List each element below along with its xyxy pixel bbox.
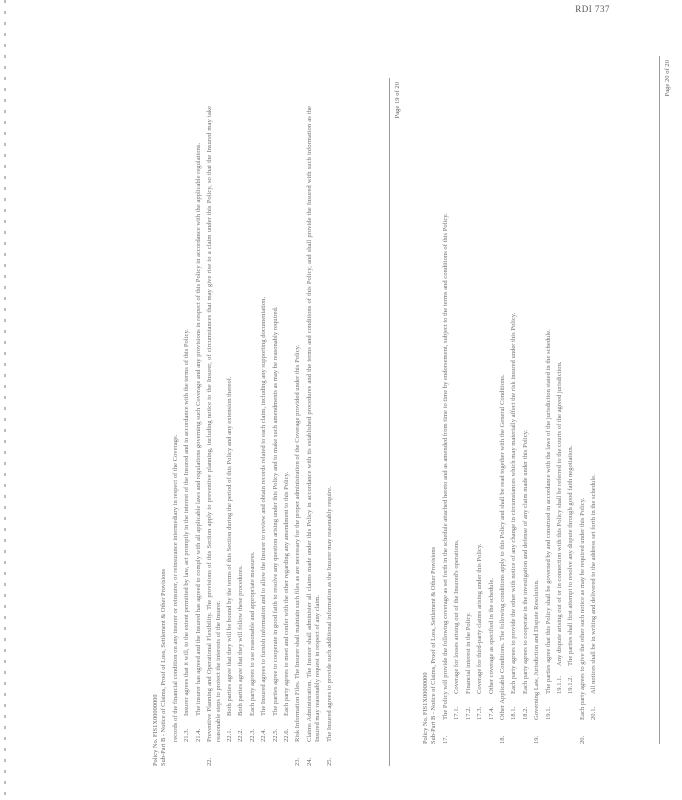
clause-text: Both parties agree that they will follow these procedures. xyxy=(237,565,245,716)
clause-row xyxy=(183,106,191,766)
right-footer-rule xyxy=(659,56,660,744)
clause-text: Governing Law, Jurisdiction and Dispute Resolution. xyxy=(533,579,541,720)
clause-number: 18.1. xyxy=(510,706,518,720)
left-page-header xyxy=(152,569,168,766)
clause-row xyxy=(237,106,245,766)
clause-row xyxy=(306,106,323,766)
clause-number: 20. xyxy=(578,735,586,744)
clause-number: 21.3. xyxy=(183,728,191,742)
clause-number: 22.3. xyxy=(248,728,256,742)
clause-text: Claims Administration. The Insurer shall administer all claims made under this Policy in accordance with its established procedures and the terms and conditions of this Policy, and shall provide the Insured with such information as the Insured may reasonably request in respect of any claim. xyxy=(305,106,322,742)
document-id: RDI 737 xyxy=(575,4,610,14)
clause-text: Financial interest in the Policy. xyxy=(464,612,472,694)
clause-row xyxy=(195,106,203,766)
clause-text: Any dispute arising out of or in connection with this Policy shall be referred to the courts of the agreed jurisdiction. xyxy=(556,361,564,666)
clause-row xyxy=(442,84,450,744)
clause-text: Each party agrees to meet and confer with the other regarding any amendment to this Policy. xyxy=(283,471,291,716)
clause-text: Each party agrees to use reasonable and appropriate measures. xyxy=(248,551,256,716)
clause-text: Risk Information Files. The Insurer shall maintain such files as are necessary for the proper administration of the Coverage provided under this Policy. xyxy=(294,344,302,742)
left-header-line-1: Policy No. FIS1X00000000 xyxy=(152,694,159,766)
clause-text: records of the financial condition on any insurer or reinsurer, or reinsurance intermediary in respect of the Coverage. xyxy=(172,434,179,742)
left-header-line-2: Sub-Part B - Notice of Claims, Proof of Loss, Settlement & Other Provisions xyxy=(160,568,167,766)
clause-number: 19.1.2. xyxy=(567,675,575,694)
clause-row xyxy=(260,106,268,766)
clause-row xyxy=(590,84,598,744)
clause-row xyxy=(172,106,180,766)
clause-row xyxy=(226,106,234,766)
scan-edge xyxy=(4,0,6,800)
right-page-header xyxy=(422,547,438,744)
clause-row xyxy=(533,84,541,744)
clause-text: Coverage for third-party claims arising under this Policy. xyxy=(476,543,484,694)
clause-number: 19.1.1. xyxy=(556,675,564,694)
clause-text: Both parties agree that they will be bound by the terms of this Section during the period of this Policy and any extension thereof. xyxy=(226,376,234,716)
clause-text: Coverage for losses arising out of the Insured's operations. xyxy=(453,539,461,694)
clause-row xyxy=(522,84,530,744)
clause-number: 18. xyxy=(499,735,507,744)
clause-number: 17.1. xyxy=(453,706,461,720)
clause-text: The insurer has agreed and the Insured has agreed to comply with all applicable laws and regulations governing such Coverage and any provisions in respect of this Policy in accordance with the applicable regulations. xyxy=(194,142,202,716)
clause-number: 21.4. xyxy=(194,728,202,742)
clause-text: All notices shall be in writing and delivered to the address set forth in the schedule. xyxy=(590,474,598,694)
clause-text: Each party agrees to provide the other with notice of any change in circumstances which may materially affect the risk insured under this Policy. xyxy=(510,312,518,694)
right-header-line-1: Policy No. FIS1X00000000 xyxy=(422,672,429,744)
clause-row xyxy=(567,84,575,744)
clause-text: The parties agree to cooperate in good faith to resolve any question arising under this Policy and to make such amendments as may be reasonably required. xyxy=(271,306,279,716)
clause-row xyxy=(465,84,473,744)
clause-row xyxy=(294,106,302,766)
clause-row xyxy=(579,84,587,744)
clause-text: The parties shall first attempt to resolve any dispute through good faith negotiation. xyxy=(567,445,575,666)
clause-text: Other Applicable Conditions. The following conditions apply to this Policy and shall be read together with the General Conditions. xyxy=(499,374,507,720)
clause-number: 22. xyxy=(206,757,214,766)
clause-text: Each party agrees to give the other such notice as may be required under this Policy. xyxy=(578,497,586,720)
left-page-number: Page 19 of 20 xyxy=(393,82,401,119)
clause-row xyxy=(510,84,518,744)
right-page-number: Page 20 of 20 xyxy=(663,60,671,97)
right-page-content xyxy=(442,84,602,744)
clause-text: Insurer agrees that it will, to the extent permitted by law, act promptly in the interest of the Insured and in accordance with the terms of this Policy. xyxy=(183,329,191,716)
clause-row xyxy=(249,106,257,766)
clause-text: Preventive Planning and Operational Flexibility. The provisions of this Section apply to preventive planning, including notice to the Insurer, of circumstances that may give rise to a claim under this Policy, so that the Insured may take reasonable steps to protect the interests of the Insurer. xyxy=(206,106,222,742)
clause-number xyxy=(172,742,180,766)
clause-number: 19.1. xyxy=(544,706,552,720)
clause-row xyxy=(545,84,553,744)
clause-row xyxy=(206,106,223,766)
clause-row xyxy=(556,84,564,744)
right-page xyxy=(422,50,682,750)
clause-row xyxy=(283,106,291,766)
clause-text: The Policy will provide the following coverage as set forth in the schedule attached hereto and as amended from time to time by endorsement, subject to the terms and conditions of this Policy. xyxy=(442,213,449,720)
clause-number: 17.2. xyxy=(464,706,472,720)
clause-number: 22.5. xyxy=(271,728,279,742)
clause-number: 22.4. xyxy=(260,728,268,742)
clause-number: 17.4. xyxy=(487,706,495,720)
right-header-line-2: Sub-Part B - Notice of Claims, Proof of Loss, Settlement & Other Provisions xyxy=(430,546,437,744)
left-page xyxy=(152,72,412,772)
clause-number: 17.3. xyxy=(476,706,484,720)
clause-number: 17. xyxy=(442,735,449,744)
left-footer-rule xyxy=(389,78,390,766)
clause-text: The Insured agrees to provide such additional information as the Insurer may reasonably require. xyxy=(325,486,333,742)
clause-number: 25. xyxy=(325,757,333,766)
clause-number: 18.2. xyxy=(521,706,529,720)
clause-number: 19. xyxy=(533,735,541,744)
clause-number: 23. xyxy=(294,757,302,766)
clause-text: The Insured agrees to furnish information and to allow the Insurer to review and obtain records related to each claim, including any supporting documentation. xyxy=(260,296,268,716)
left-page-content xyxy=(172,106,337,766)
clause-number: 22.2. xyxy=(237,728,245,742)
clause-number: 22.1. xyxy=(226,728,234,742)
clause-text: Other coverage as specified in the schedule. xyxy=(487,578,495,694)
clause-row xyxy=(453,84,461,744)
clause-number: 22.6. xyxy=(283,728,291,742)
clause-text: The parties agree that this Policy shall be governed by and construed in accordance with the laws of the jurisdiction stated in the schedule. xyxy=(544,329,552,694)
clause-number: 24. xyxy=(305,757,313,766)
clause-row xyxy=(488,84,496,744)
clause-row xyxy=(499,84,507,744)
clause-row xyxy=(272,106,280,766)
clause-number: 20.1. xyxy=(590,706,598,720)
clause-text: Each party agrees to cooperate in the investigation and defense of any claim made under this Policy. xyxy=(521,429,529,694)
clause-row xyxy=(326,106,334,766)
clause-row xyxy=(476,84,484,744)
